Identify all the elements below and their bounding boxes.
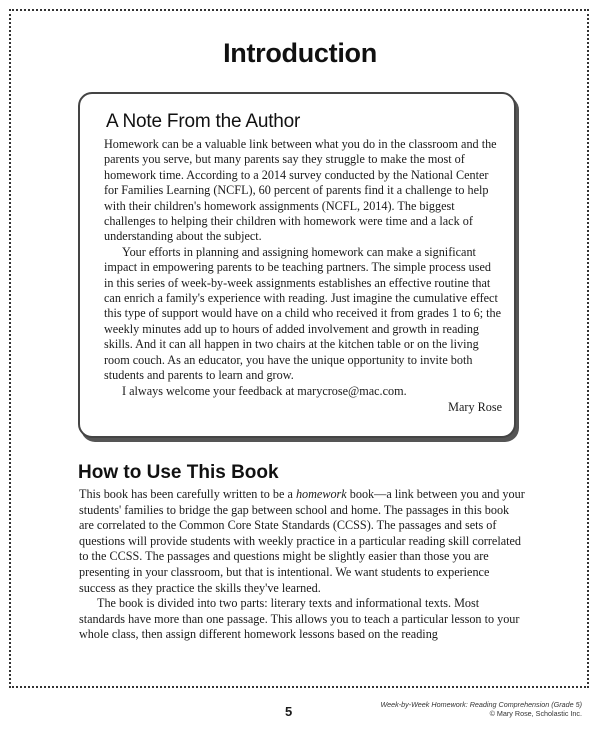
how-to-use-heading: How to Use This Book [78, 462, 279, 483]
footer-credit [381, 700, 582, 718]
author-note-heading: A Note From the Author [106, 111, 301, 132]
footer-copyright: © Mary Rose, Scholastic Inc. [489, 709, 582, 718]
author-note-paragraph: Homework can be a valuable link between what you do in the classroom and the parents you serve, but many parents say they struggle to make the most of homework time. According to a 2014 survey conducted by the National Center for Families Learning (NCFL), 60 percent of parents find it a challenge to help with their children's homework assignments (NCFL, 2014). The biggest challenges to helping their children with homework were time and a lack of understanding about the subject. [104, 137, 497, 244]
page-number: 5 [285, 704, 293, 719]
author-note-paragraph: Your efforts in planning and assigning homework can make a significant impact in empowering parents to be teaching partners. The simple process used in this series of week-by-week assignments establishes an effective routine that can enrich a family's experience with reading. Just imagine the cumulative effect this type of support would have on a child who received it from grades 1 to 6; the weekly minutes add up to hours of added involvement and growth in reading skills. And it can all happen in two chairs at the kitchen table or on the living room couch. As an educator, you have the unique opportunity to invite both students and parents to learn and grow. [104, 244, 502, 383]
author-feedback-line: I always welcome your feedback at marycrose@mac.com. [122, 383, 407, 398]
emphasis-homework: homework [295, 487, 347, 501]
paragraph-text: book—a link between you and your students' families to bridge the gap between school and home. The passages in this book are correlated to the Common Core State Standards (CCSS). The passages and sets of questions will provide students with weekly practice in a particular reading skill correlated to the CCSS. The passages and questions might be slightly easier than those you are presenting in your classroom, but that is intentional. We want students to experience success as they practice the skills they've learned. [79, 487, 525, 595]
author-note-body [104, 137, 502, 415]
how-to-use-body [79, 487, 525, 643]
paragraph-text: This book has been carefully written to be a [79, 487, 296, 501]
how-to-use-paragraph: The book is divided into two parts: literary texts and informational texts. Most standards have more than one passage. This allows you to teach a particular lesson to your whole class, then assign different homework lessons based on the reading [79, 596, 520, 642]
footer-series-title: Week-by-Week Homework: Reading Comprehension (Grade 5) [380, 700, 582, 709]
author-signature: Mary Rose [448, 399, 502, 414]
how-to-use-paragraph [79, 487, 525, 596]
page-title: Introduction [223, 38, 377, 68]
